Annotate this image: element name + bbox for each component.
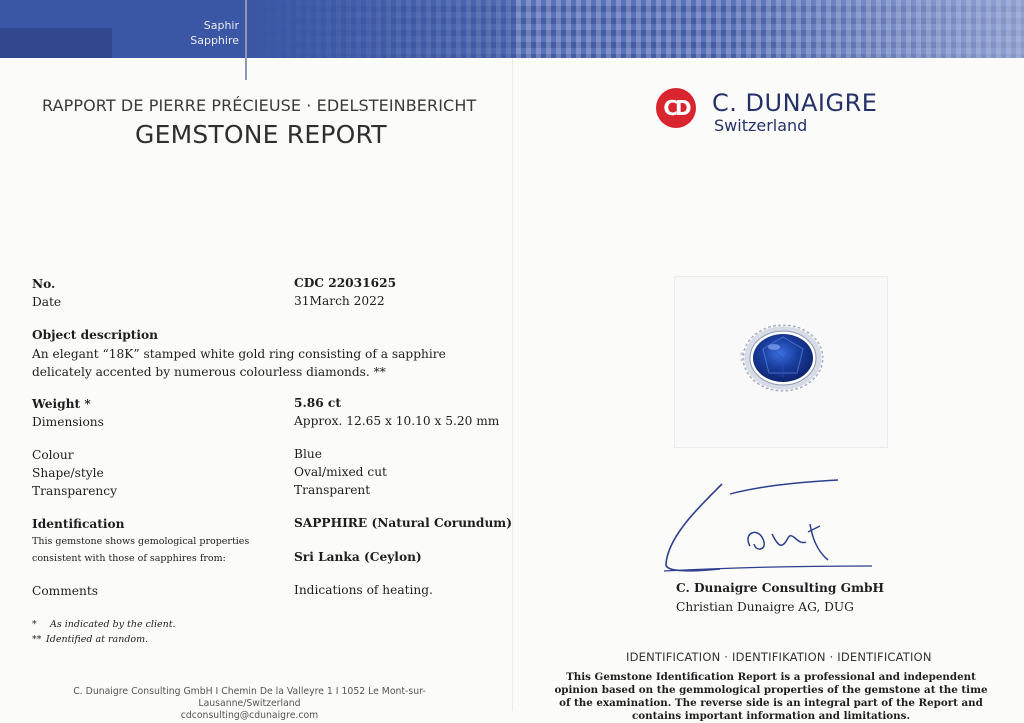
- banner-line-french: Saphir: [203, 19, 239, 32]
- origin-value: Sri Lanka (Ceylon): [294, 550, 422, 564]
- date-value: 31March 2022: [294, 294, 385, 308]
- banner-pattern: [246, 0, 1024, 58]
- banner-line-english: Sapphire: [190, 34, 239, 47]
- identification-value: SAPPHIRE (Natural Corundum): [294, 516, 512, 530]
- colour-label: Colour: [32, 448, 74, 462]
- signatory-person: Christian Dunaigre AG, DUG: [676, 600, 854, 614]
- address-line: C. Dunaigre Consulting GmbH I Chemin De la Valleyre 1 I 1052 Le Mont-sur-Lausanne/Switzerland: [73, 686, 426, 709]
- comments-label: Comments: [32, 584, 98, 598]
- logo-country: Switzerland: [714, 116, 808, 135]
- footnote-random: Identified at random.: [46, 634, 149, 645]
- object-description-text: An elegant “18K” stamped white gold ring consisting of a sapphire delicately accented by numerous colourless diamonds. **: [32, 347, 446, 379]
- shape-value: Oval/mixed cut: [294, 465, 387, 479]
- number-label: No.: [32, 277, 56, 291]
- identification-label: Identification: [32, 517, 125, 531]
- transparency-label: Transparency: [32, 484, 117, 498]
- shape-label: Shape/style: [32, 466, 104, 480]
- company-address-footer: [32, 686, 467, 722]
- gemstone-photo: [674, 276, 888, 448]
- footnote-mark-2: **: [32, 634, 42, 645]
- identification-heading: IDENTIFICATION · IDENTIFIKATION · IDENTIFICATION: [626, 650, 932, 664]
- email-line: cdconsulting@cdunaigre.com: [180, 710, 319, 721]
- object-description-label: Object description: [32, 328, 158, 342]
- sapphire-ring-image: [675, 277, 889, 449]
- footnote-client: As indicated by the client.: [50, 619, 176, 630]
- page-fold: [512, 58, 513, 711]
- report-subtitle: RAPPORT DE PIERRE PRÉCIEUSE · EDELSTEINBERICHT: [42, 96, 477, 115]
- weight-label: Weight *: [32, 397, 91, 411]
- weight-value: 5.86 ct: [294, 396, 341, 410]
- signature-drawing: [660, 476, 880, 576]
- report-title: GEMSTONE REPORT: [135, 120, 387, 149]
- dimensions-value: Approx. 12.65 x 10.10 x 5.20 mm: [294, 414, 500, 428]
- number-value: CDC 22031625: [294, 276, 397, 290]
- transparency-value: Transparent: [294, 483, 371, 497]
- dimensions-label: Dimensions: [32, 415, 104, 429]
- colour-value: Blue: [294, 447, 322, 461]
- date-label: Date: [32, 295, 62, 309]
- logo-monogram: CD: [663, 96, 689, 120]
- signatory-company: C. Dunaigre Consulting GmbH: [676, 581, 884, 595]
- logo-mark-icon: [656, 88, 696, 128]
- logo-company-name: C. DUNAIGRE: [712, 89, 878, 117]
- banner-divider: [245, 0, 247, 80]
- top-banner: [0, 0, 1024, 58]
- identification-disclaimer: This Gemstone Identification Report is a professional and independent opinion based on the gemmological properties of the gemstone at the time of the examination. The reverse side is an integral part of the Report and contains important information and limitations.: [554, 671, 988, 722]
- identification-note-line1: This gemstone shows gemological properties: [32, 536, 250, 547]
- handwritten-signature: [660, 476, 880, 580]
- banner-stone-name: [190, 18, 239, 48]
- comments-value: Indications of heating.: [294, 583, 433, 597]
- identification-note-line2: consistent with those of sapphires from:: [32, 553, 226, 564]
- footnote-mark-1: *: [32, 619, 37, 630]
